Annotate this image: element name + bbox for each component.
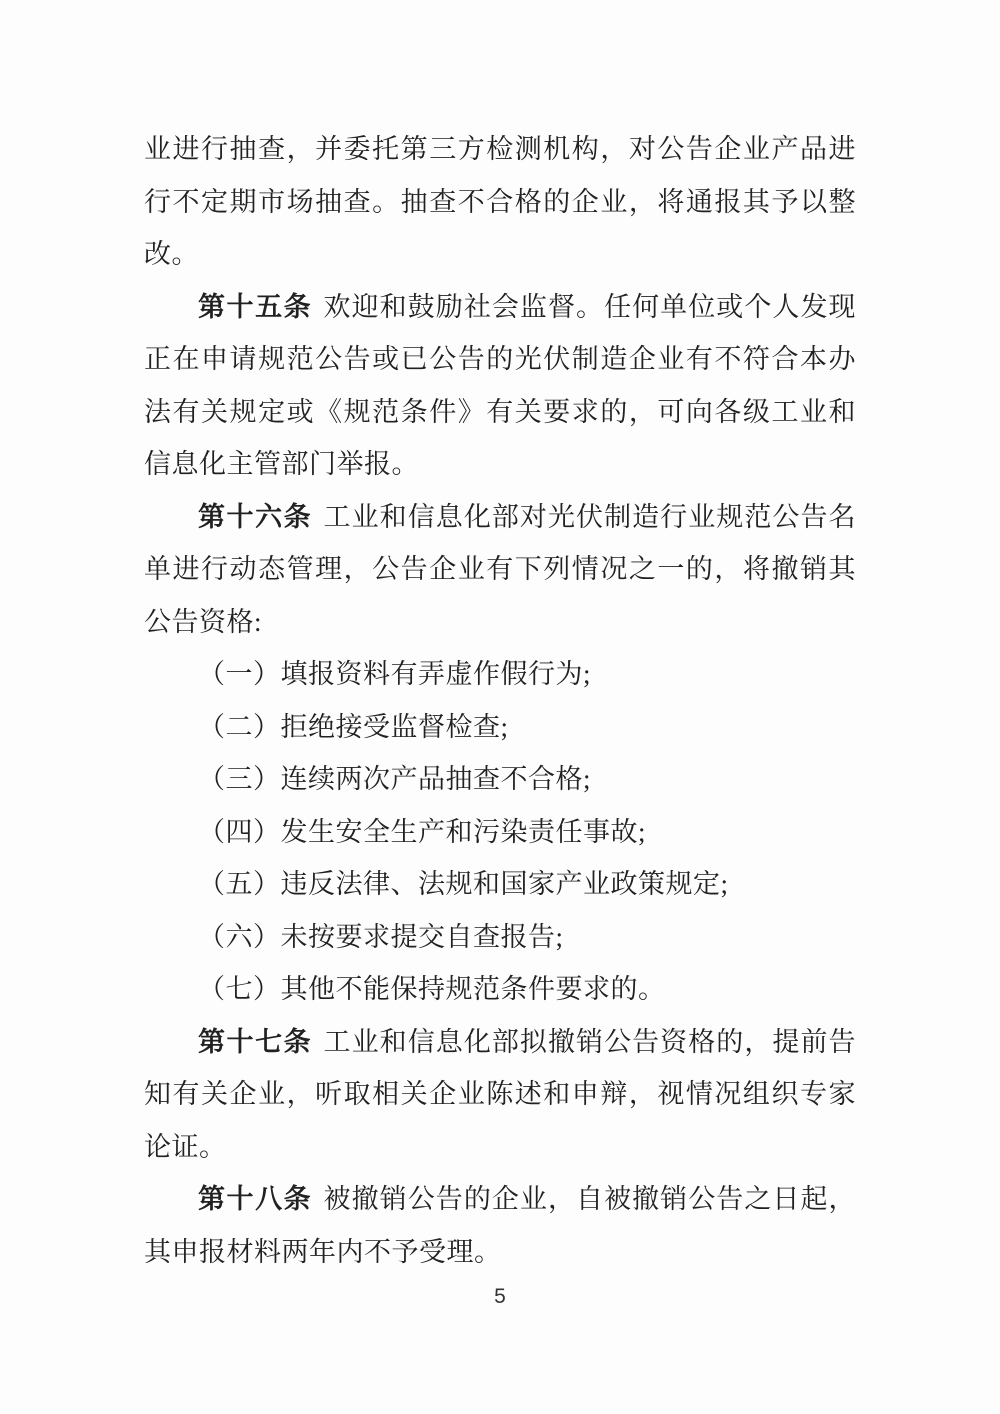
article-16-text: 工业和信息化部对光伏制造行业规范公告名单进行动态管理，公告企业有下列情况之一的，将撤销其公告资格:	[144, 501, 857, 637]
article-18-head: 第十八条	[198, 1184, 313, 1214]
paragraph-article-17	[144, 1016, 856, 1174]
document-body	[144, 123, 856, 1278]
list-item-3: （三）连续两次产品抽查不合格;	[198, 764, 592, 794]
list-item-2: （二）拒绝接受监督检查;	[198, 711, 509, 742]
list-item-5: （五）违反法律、法规和国家产业政策规定;	[198, 869, 729, 899]
page-footer	[0, 1282, 1000, 1312]
article-15-text: 欢迎和鼓励社会监督。任何单位或个人发现正在申请规范公告或已公告的光伏制造企业有不符合本办法有关规定或《规范条件》有关要求的，可向各级工业和信息化主管部门举报。	[144, 291, 857, 479]
list-item-1: （一）填报资料有弄虚作假行为;	[198, 659, 592, 689]
article-18-text: 被撤销公告的企业，自被撤销公告之日起，其申报材料两年内不予受理。	[144, 1184, 857, 1267]
article-16-head: 第十六条	[198, 501, 313, 532]
list-item-4: （四）发生安全生产和污染责任事故;	[198, 816, 647, 847]
page-number: 5	[494, 1285, 506, 1308]
article-15-head: 第十五条	[198, 291, 313, 322]
list-item-7: （七）其他不能保持规范条件要求的。	[198, 974, 666, 1004]
paragraph-article-18	[144, 1173, 856, 1278]
paragraph-continuation: 业进行抽查，并委托第三方检测机构，对公告企业产品进行不定期市场抽查。抽查不合格的企业，将通报其予以整改。	[144, 134, 856, 269]
article-17-text: 工业和信息化部拟撤销公告资格的，提前告知有关企业，听取相关企业陈述和申辩，视情况组织专家论证。	[144, 1026, 857, 1162]
article-17-head: 第十七条	[198, 1026, 313, 1057]
paragraph-article-16	[144, 491, 856, 649]
paragraph-article-15	[144, 281, 856, 491]
list-item-6: （六）未按要求提交自查报告;	[198, 921, 564, 952]
